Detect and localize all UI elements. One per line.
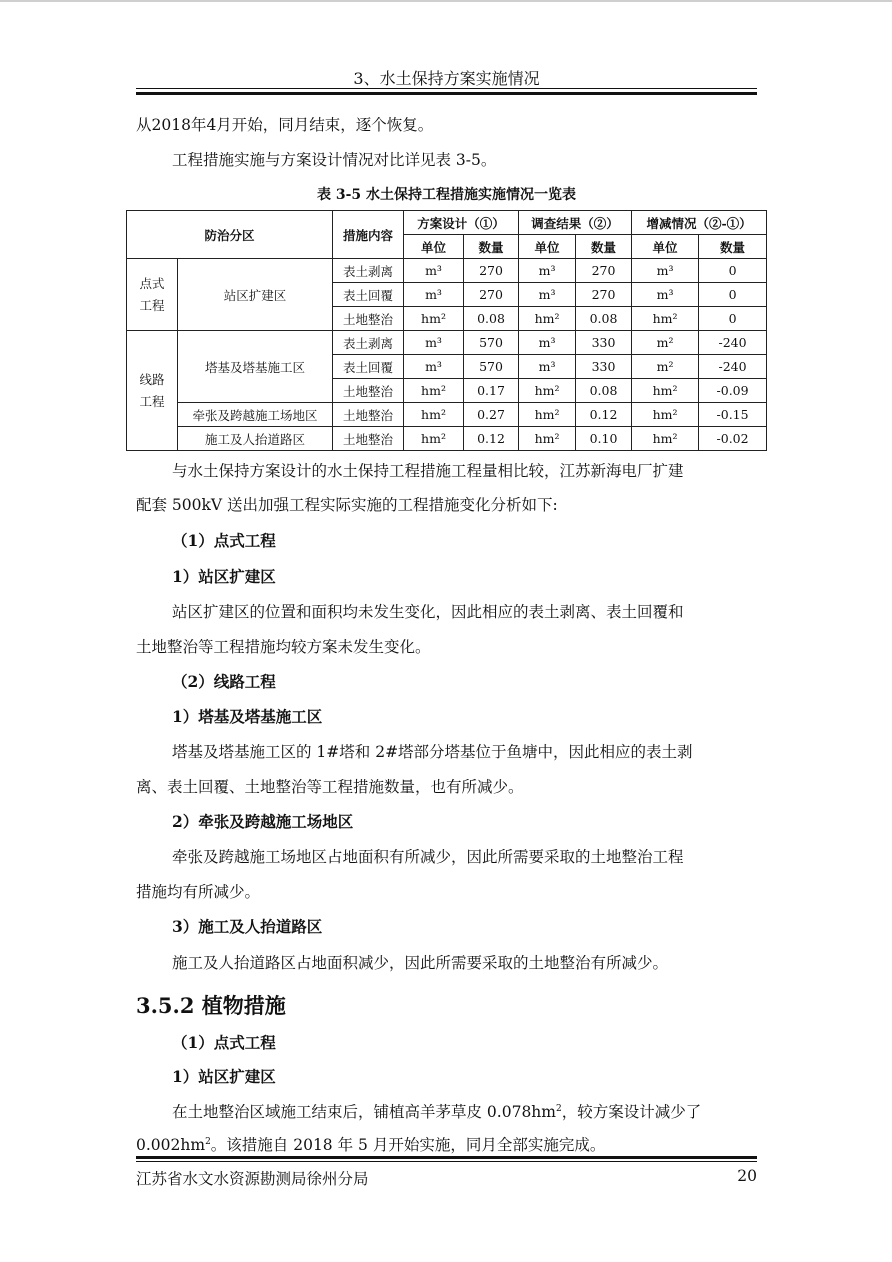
qty-cell: 0.12 <box>464 427 519 451</box>
qty-cell: 0.27 <box>464 403 519 427</box>
col-change-header: 增减情况（②-①） <box>632 211 767 235</box>
qty-cell: 570 <box>464 355 519 379</box>
col-survey-header: 调查结果（②） <box>519 211 632 235</box>
qty-cell: 0.08 <box>464 307 519 331</box>
measure-cell: 土地整治 <box>333 403 404 427</box>
subsection-construction-road: 3）施工及人抬道路区 <box>172 917 323 936</box>
unit-cell: hm² <box>404 403 464 427</box>
paragraph-4-line-2: 措施均有所减少。 <box>136 883 261 901</box>
table-row <box>127 331 767 355</box>
page-top-border <box>0 0 892 2</box>
group-line-project: 线路工程 <box>127 331 178 451</box>
heading-plant-measures: 3.5.2 植物措施 <box>136 993 286 1018</box>
unit-cell: m³ <box>404 355 464 379</box>
unit-cell: m³ <box>404 331 464 355</box>
section-point-project: （1）点式工程 <box>172 531 276 550</box>
qty-cell: 270 <box>576 259 632 283</box>
measure-cell: 表土剥离 <box>333 259 404 283</box>
section-line-project: （2）线路工程 <box>172 672 276 691</box>
intro-line-2: 工程措施实施与方案设计情况对比详见表 3-5。 <box>172 151 497 169</box>
unit-cell: m² <box>632 355 699 379</box>
unit-cell: hm² <box>632 379 699 403</box>
table-row <box>127 259 767 283</box>
group-point-project: 点式工程 <box>127 259 178 331</box>
paragraph-3-line-2: 离、表土回覆、土地整治等工程措施数量，也有所减少。 <box>136 778 524 796</box>
measure-cell: 土地整治 <box>333 307 404 331</box>
zone-cell: 施工及人抬道路区 <box>178 427 333 451</box>
measure-cell: 表土回覆 <box>333 283 404 307</box>
unit-cell: m³ <box>519 331 576 355</box>
col-measure-header: 措施内容 <box>333 211 404 259</box>
qty-cell: 570 <box>464 331 519 355</box>
qty-cell: 270 <box>576 283 632 307</box>
paragraph-5: 施工及人抬道路区占地面积减少，因此所需要采取的土地整治有所减少。 <box>172 954 669 972</box>
qty-cell: 0.12 <box>576 403 632 427</box>
table-header-row-1 <box>127 211 767 235</box>
page-header: 3、水土保持方案实施情况 <box>353 69 540 88</box>
paragraph-2-line-2: 土地整治等工程措施均较方案未发生变化。 <box>136 638 431 656</box>
unit-cell: hm² <box>519 307 576 331</box>
paragraph-1-line-2: 配套 500kV 送出加强工程实际实施的工程措施变化分析如下: <box>136 496 558 514</box>
table-row <box>127 427 767 451</box>
paragraph-6-line-2: $0.002hm^2$。该措施自 2018 年 5 月开始实施，同月全部实施完成。 <box>136 1136 606 1155</box>
zone-cell: 牵张及跨越施工场地区 <box>178 403 333 427</box>
unit-cell: hm² <box>519 427 576 451</box>
unit-cell: hm² <box>632 427 699 451</box>
qty-cell: -240 <box>699 355 767 379</box>
page-number: 20 <box>737 1167 757 1185</box>
qty-cell: 270 <box>464 283 519 307</box>
qty-cell: 0 <box>699 283 767 307</box>
paragraph-1-line-1: 与水土保持方案设计的水土保持工程措施工程量相比较，江苏新海电厂扩建 <box>172 462 684 480</box>
unit-cell: m³ <box>404 283 464 307</box>
unit-cell: m² <box>632 331 699 355</box>
qty-cell: 330 <box>576 331 632 355</box>
unit-cell: m³ <box>519 355 576 379</box>
unit-cell: hm² <box>632 403 699 427</box>
col-zone-header: 防治分区 <box>127 211 333 259</box>
qty-cell: -0.15 <box>699 403 767 427</box>
subsection-tension-crossing: 2）牵张及跨越施工场地区 <box>172 812 354 831</box>
unit-cell: m³ <box>519 283 576 307</box>
table-row <box>127 403 767 427</box>
paragraph-3-line-1: 塔基及塔基施工区的 1#塔和 2#塔部分塔基位于鱼塘中，因此相应的表土剥 <box>172 743 693 761</box>
table-caption: 表 3-5 水土保持工程措施实施情况一览表 <box>316 187 577 203</box>
unit-cell: hm² <box>519 379 576 403</box>
unit-cell: hm² <box>519 403 576 427</box>
unit-header: 单位 <box>632 235 699 259</box>
subsection-station-expansion-2: 1）站区扩建区 <box>172 1067 276 1086</box>
qty-cell: 0.10 <box>576 427 632 451</box>
subsection-tower-base: 1）塔基及塔基施工区 <box>172 707 323 726</box>
unit-header: 单位 <box>519 235 576 259</box>
unit-cell: hm² <box>404 427 464 451</box>
col-design-header: 方案设计（①） <box>404 211 519 235</box>
qty-header: 数量 <box>576 235 632 259</box>
intro-line-1: 从2018年4月开始，同月结束，逐个恢复。 <box>136 116 434 134</box>
qty-cell: 0.08 <box>576 307 632 331</box>
qty-cell: 270 <box>464 259 519 283</box>
measures-table <box>126 210 767 451</box>
measure-cell: 土地整治 <box>333 427 404 451</box>
qty-cell: 0.08 <box>576 379 632 403</box>
qty-cell: 0.17 <box>464 379 519 403</box>
qty-cell: 0 <box>699 307 767 331</box>
unit-cell: hm² <box>404 307 464 331</box>
section-point-project-2: （1）点式工程 <box>172 1033 276 1052</box>
paragraph-6-line-1: 在土地整治区域施工结束后，铺植高羊茅草皮 $0.078hm^2$，较方案设计减少了 <box>172 1103 702 1122</box>
measure-cell: 土地整治 <box>333 379 404 403</box>
unit-cell: hm² <box>404 379 464 403</box>
qty-header: 数量 <box>699 235 767 259</box>
qty-cell: -0.02 <box>699 427 767 451</box>
measure-cell: 表土回覆 <box>333 355 404 379</box>
paragraph-4-line-1: 牵张及跨越施工场地区占地面积有所减少，因此所需要采取的土地整治工程 <box>172 848 684 866</box>
footer-rule-thick <box>136 1156 757 1159</box>
qty-cell: 330 <box>576 355 632 379</box>
zone-cell: 塔基及塔基施工区 <box>178 331 333 403</box>
unit-cell: m³ <box>632 259 699 283</box>
footer-rule-thin <box>136 1161 757 1162</box>
unit-cell: m³ <box>519 259 576 283</box>
footer-organization: 江苏省水文水资源勘测局徐州分局 <box>136 1170 369 1188</box>
header-rule-thick <box>136 92 757 95</box>
qty-header: 数量 <box>464 235 519 259</box>
qty-cell: -240 <box>699 331 767 355</box>
unit-cell: m³ <box>632 283 699 307</box>
unit-header: 单位 <box>404 235 464 259</box>
subsection-station-expansion: 1）站区扩建区 <box>172 567 276 586</box>
zone-cell: 站区扩建区 <box>178 259 333 331</box>
measure-cell: 表土剥离 <box>333 331 404 355</box>
qty-cell: 0 <box>699 259 767 283</box>
header-rule-thin <box>136 88 757 89</box>
unit-cell: m³ <box>404 259 464 283</box>
qty-cell: -0.09 <box>699 379 767 403</box>
paragraph-2-line-1: 站区扩建区的位置和面积均未发生变化，因此相应的表土剥离、表土回覆和 <box>172 603 684 621</box>
unit-cell: hm² <box>632 307 699 331</box>
